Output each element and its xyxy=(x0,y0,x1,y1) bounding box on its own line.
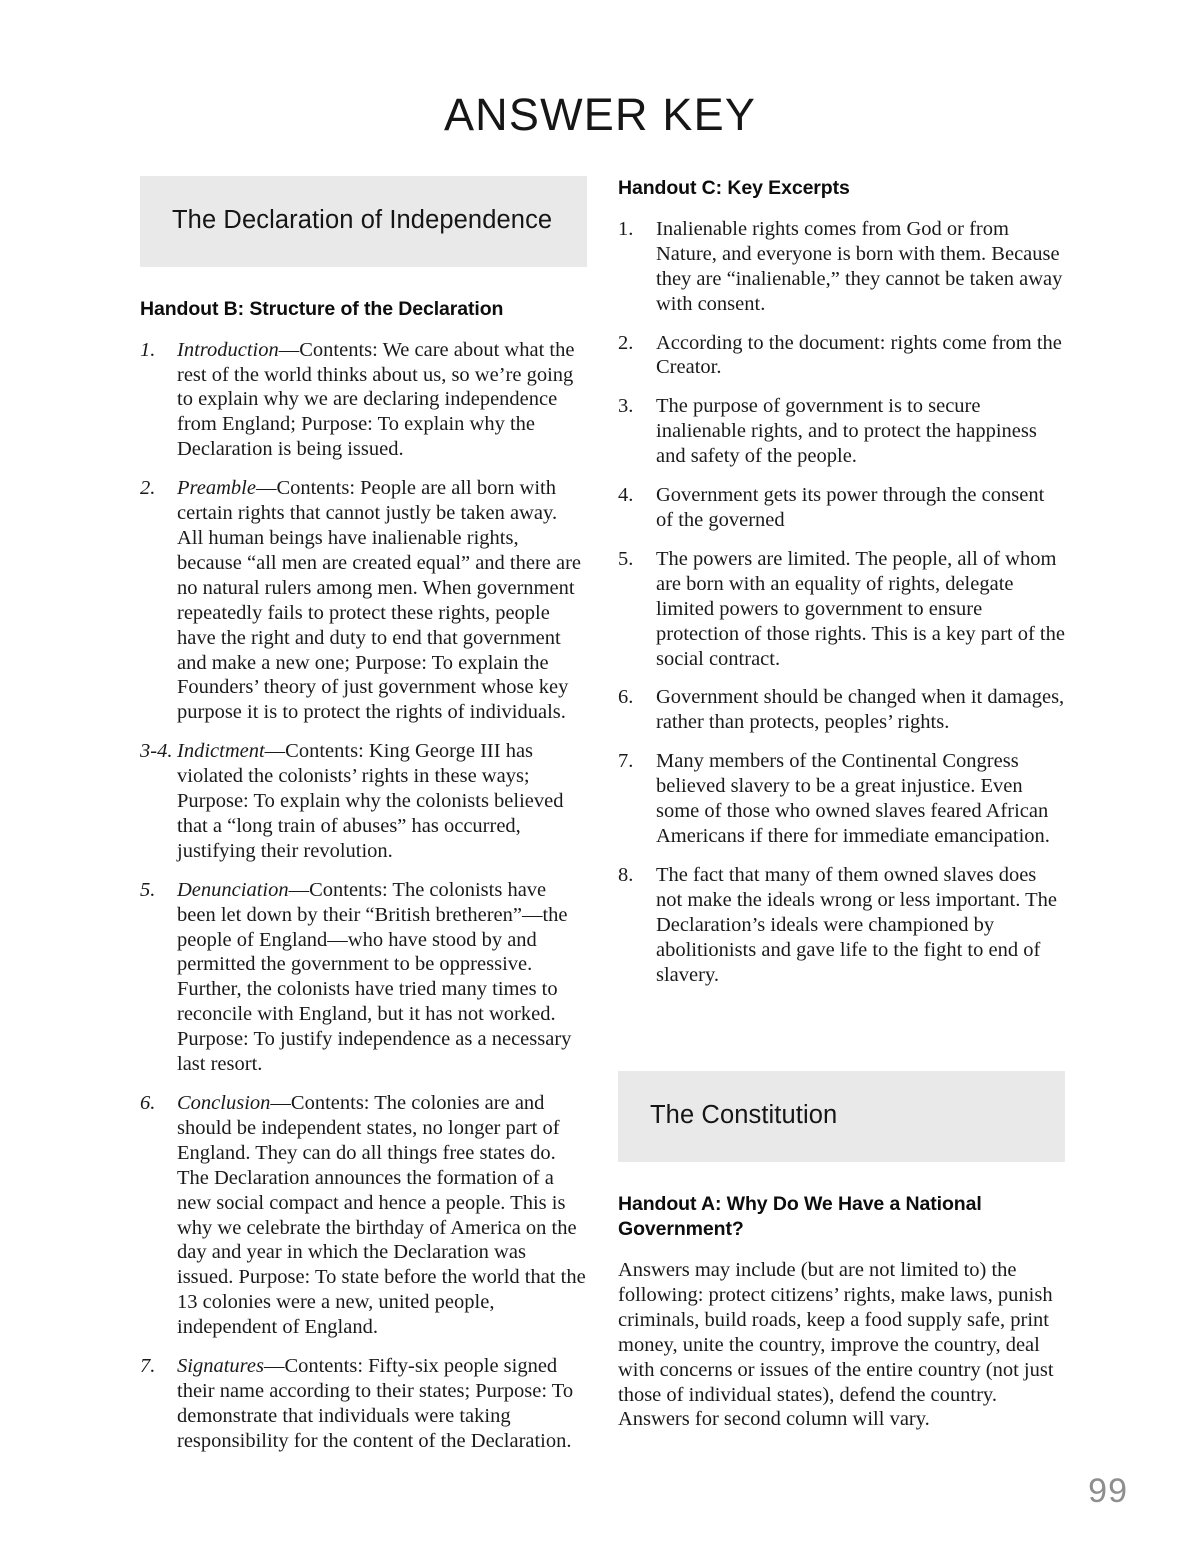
list-item xyxy=(140,878,587,1077)
list-item-text: —Contents: The colonies are and should be independent states, no longer part of England. They can do all things free states do. The Declaration announces the formation of a new social compact and hence a people. This is why we celebrate the birthday of America on the day and year in which the Declaration was issued. Purpose: To state before the world that the 13 colonies were a new, united people, independent of England. xyxy=(177,1092,586,1339)
handout-a-answer-paragraph: Answers may include (but are not limited to) the following: protect citizens’ rights, make laws, punish criminals, build roads, keep a food supply safe, print money, unite the country, improve the country, deal with concerns or issues of the entire country (not just those of individual states), defend the country. Answers for second column will vary. xyxy=(618,1259,1054,1431)
list-item xyxy=(618,394,1065,469)
list-item-text: —Contents: People are all born with certain rights that cannot justly be taken away. All human beings have inalienable rights, because “all men are created equal” and there are no natural rulers among men. When government repeatedly fails to protect these rights, people have the right and duty to end that government and make a new one; Purpose: To explain the Founders’ theory of just government whose key purpose it is to protect the rights of individuals. xyxy=(177,477,582,724)
handout-a-heading: Handout A: Why Do We Have a National Government? xyxy=(618,1193,982,1241)
list-item xyxy=(618,483,1065,533)
right-column xyxy=(618,176,1065,1432)
list-item-number: 5. xyxy=(618,547,634,570)
list-item-lead: Preamble xyxy=(177,477,256,500)
handout-b-heading: Handout B: Structure of the Declaration xyxy=(140,297,504,320)
list-item-number: 7. xyxy=(140,1355,156,1378)
list-item-lead: Indictment xyxy=(177,740,265,763)
list-item-text: Many members of the Continental Congress believed slavery to be a great injustice. Even some of those who owned slaves feared African Americans if there for immediate emancipation. xyxy=(656,750,1050,847)
list-item-number: 7. xyxy=(618,750,634,773)
section-banner-constitution xyxy=(618,1071,1065,1162)
list-item-number: 3-4. xyxy=(140,740,173,763)
two-column-body xyxy=(140,176,1065,1452)
list-item-text: —Contents: King George III has violated the colonists’ rights in these ways; Purpose: To explain why the colonists believed that a “long train of abuses” has occurred, justifying their revolution. xyxy=(177,740,564,862)
list-item xyxy=(618,217,1065,317)
handout-c-excerpt-list xyxy=(618,217,1065,987)
list-item-number: 2. xyxy=(140,477,156,500)
list-item-text: —Contents: The colonists have been let down by their “British bretheren”—the people of England—who have stood by and permitted the government to be oppressive. Further, the colonists have tried many times to reconcile with England, but it has not worked. Purpose: To justify independence as a necessary last resort. xyxy=(177,878,572,1076)
list-item xyxy=(618,685,1065,735)
list-item-number: 6. xyxy=(618,686,634,709)
page-number: 99 xyxy=(1088,1472,1128,1510)
list-item xyxy=(140,1354,587,1454)
handout-c-heading: Handout C: Key Excerpts xyxy=(618,177,850,199)
list-item xyxy=(618,331,1065,381)
list-item-text: —Contents: Fifty-six people signed their name according to their states; Purpose: To demonstrate that individuals were taking responsibility for the content of the Declaration. xyxy=(177,1355,574,1452)
handout-b-answer-list xyxy=(140,338,587,1454)
list-item-number: 4. xyxy=(618,484,634,507)
list-item-lead: Signatures xyxy=(177,1355,264,1378)
section-banner-declaration-label: The Declaration of Independence xyxy=(172,206,553,234)
list-item-text: —Contents: We care about what the rest of the world thinks about us, so we’re going to explain why we are declaring independence from England; Purpose: To explain why the Declaration is being issued. xyxy=(177,338,575,461)
list-item-number: 6. xyxy=(140,1092,156,1114)
page-title: ANSWER KEY xyxy=(443,89,757,140)
list-item-text: Inalienable rights comes from God or from Nature, and everyone is born with them. Because they are “inalienable,” they cannot be taken away with consent. xyxy=(656,217,1063,315)
list-item xyxy=(140,739,587,864)
left-column xyxy=(140,176,587,1468)
list-item-text: Government gets its power through the consent of the governed xyxy=(656,484,1045,532)
list-item-text: The purpose of government is to secure inalienable rights, and to protect the happiness and safety of the people. xyxy=(656,395,1037,468)
list-item-number: 8. xyxy=(618,863,634,886)
list-item-text: Government should be changed when it damages, rather than protects, peoples’ rights. xyxy=(656,686,1065,734)
section-banner-constitution-label: The Constitution xyxy=(650,1101,838,1130)
list-item-number: 1. xyxy=(140,338,156,361)
list-item xyxy=(618,863,1065,988)
list-item-number: 5. xyxy=(140,878,156,901)
list-item-number: 2. xyxy=(618,331,634,354)
list-item xyxy=(618,749,1065,849)
list-item xyxy=(618,547,1065,672)
list-item-number: 3. xyxy=(618,395,634,418)
list-item-number: 1. xyxy=(618,217,634,240)
section-banner-declaration xyxy=(140,176,587,267)
list-item-text: The powers are limited. The people, all of whom are born with an equality of rights, delegate limited powers to government to ensure protection of those rights. This is a key part of the social contract. xyxy=(656,547,1065,670)
list-item-lead: Introduction xyxy=(177,338,279,361)
list-item xyxy=(140,338,587,463)
list-item-text: According to the document: rights come from the Creator. xyxy=(656,331,1062,379)
list-item xyxy=(140,476,587,725)
list-item-lead: Denunciation xyxy=(177,878,289,901)
list-item xyxy=(140,1091,587,1340)
list-item-lead: Conclusion xyxy=(177,1092,271,1114)
list-item-text: The fact that many of them owned slaves does not make the ideals wrong or less important. The Declaration’s ideals were championed by abolitionists and gave life to the fight to end of slavery. xyxy=(656,863,1057,986)
